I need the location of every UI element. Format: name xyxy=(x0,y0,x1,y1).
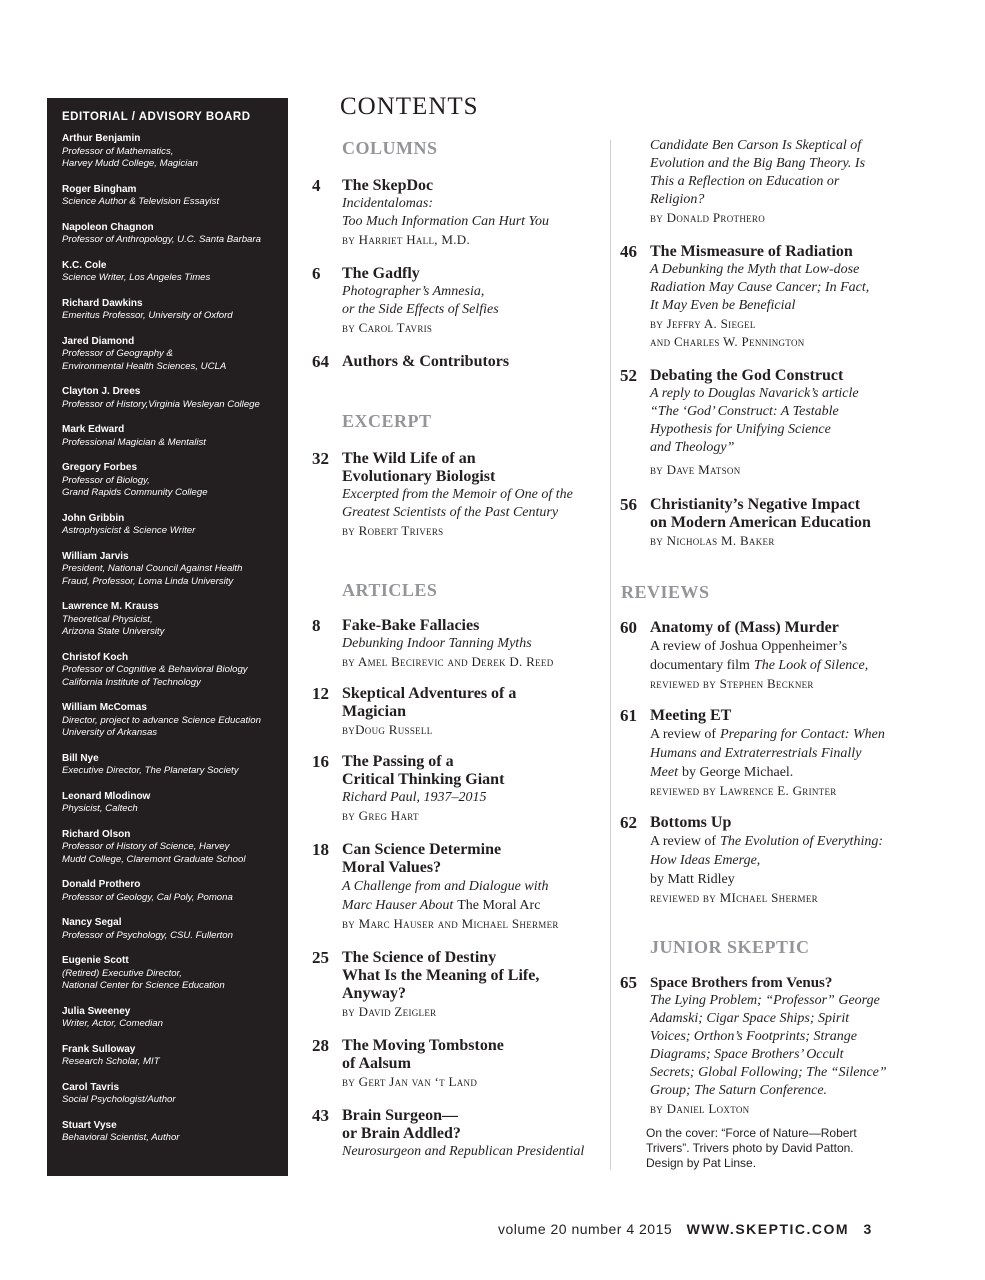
board-member xyxy=(62,1044,274,1069)
toc-entry-anatomy[interactable] xyxy=(620,619,910,693)
member-role: Astrophysicist & Science Writer xyxy=(62,525,196,536)
editorial-board-sidebar xyxy=(47,98,288,1176)
entry-author: byDoug Russell xyxy=(342,722,433,737)
page-number: 8 xyxy=(312,616,321,635)
member-role: Professor of Geography & Environmental Health Sciences, UCLA xyxy=(62,348,227,372)
board-member xyxy=(62,791,274,816)
member-role: Director, project to advance Science Education University of Arkansas xyxy=(62,714,261,738)
entry-author: by Dave Matson xyxy=(650,462,741,477)
member-role: Science Author & Television Essayist xyxy=(62,196,220,207)
section-junior-skeptic: JUNIOR SKEPTIC xyxy=(650,937,810,957)
entry-author: by Daniel Loxton xyxy=(650,1101,750,1116)
toc-entry-bottoms-up[interactable] xyxy=(620,814,910,907)
board-member xyxy=(62,879,274,904)
issue-info: volume 20 number 4 2015 xyxy=(498,1221,673,1237)
entry-title: The Moving Tombstone of Aalsum xyxy=(342,1037,504,1072)
member-name: William Jarvis xyxy=(62,550,129,562)
member-name: Eugenie Scott xyxy=(62,955,129,966)
board-member xyxy=(62,917,274,942)
member-name: Frank Sulloway xyxy=(62,1043,136,1055)
entry-description: A review of xyxy=(650,727,717,742)
cover-note: On the cover: “Force of Nature—Robert Trivers”. Trivers photo by David Patton. Design by Pat Linse. xyxy=(646,1126,857,1170)
member-name: Lawrence M. Krauss xyxy=(62,601,159,612)
entry-title: Can Science Determine Moral Values? xyxy=(342,841,502,876)
board-member xyxy=(62,829,274,867)
member-name: Richard Olson xyxy=(62,828,131,840)
toc-entry-authors[interactable] xyxy=(312,353,597,371)
toc-entry-fake-bake[interactable] xyxy=(312,617,597,671)
page-number: 12 xyxy=(312,684,329,703)
book-title: Preparing for Contact: When Humans and Extraterrestrials Finally Meet xyxy=(650,727,885,780)
book-title: The Evolution of Everything: How Ideas Emerge xyxy=(650,834,884,868)
board-member xyxy=(62,955,274,993)
page-number: 18 xyxy=(312,840,329,859)
entry-author: by Amel Becirevic and Derek D. Reed xyxy=(342,654,554,669)
entry-author: reviewed by Stephen Beckner xyxy=(650,676,814,691)
entry-description: A review of Joshua Oppenheimer’s documentary film xyxy=(650,639,848,673)
member-role: Professional Magician & Mentalist xyxy=(62,436,206,448)
member-name: K.C. Cole xyxy=(62,259,107,271)
board-member xyxy=(62,1006,274,1031)
member-role: Professor of History,Virginia Wesleyan College xyxy=(62,398,260,410)
member-role: Professor of Biology, Grand Rapids Community College xyxy=(62,474,208,498)
member-role: Writer, Actor, Comedian xyxy=(62,1018,163,1029)
board-member xyxy=(62,702,274,740)
entry-title: Brain Surgeon— or Brain Addled? xyxy=(342,1107,461,1142)
entry-author: reviewed by Lawrence E. Grinter xyxy=(650,783,837,798)
member-name: Carol Tavris xyxy=(62,1081,120,1093)
member-role: Professor of Cognitive & Behavioral Biology California Institute of Technology xyxy=(62,664,248,688)
entry-description: Excerpted from the Memoir of One of the Greatest Scientists of the Past Century xyxy=(342,487,573,520)
entry-description: The Lying Problem; “Professor” George Adamski; Cigar Space Ships; Spirit Voices; Orthon’s Footprints; Strange Diagrams; Space Brothers’ Occult Secrets; Global Following; The “Silence” Group; The Saturn Conference. xyxy=(650,993,887,1098)
page-title: CONTENTS xyxy=(340,93,479,120)
member-role: Professor of Geology, Cal Poly, Pomona xyxy=(62,891,233,903)
entry-description: A Debunking the Myth that Low-dose Radiation May Cause Cancer; In Fact, It May Even be Beneficial xyxy=(650,262,870,313)
board-member xyxy=(62,336,274,374)
entry-author: by Greg Hart xyxy=(342,808,419,823)
member-role: (Retired) Executive Director, National Center for Science Education xyxy=(62,967,225,991)
entry-title: Christianity’s Negative Impact on Modern American Education xyxy=(650,496,871,531)
entry-title: Space Brothers from Venus? xyxy=(650,975,833,991)
entry-author: by Donald Prothero xyxy=(650,210,766,225)
page-number: 61 xyxy=(620,706,637,725)
board-member xyxy=(62,652,274,690)
entry-title: The Science of Destiny What Is the Meaning of Life, Anyway? xyxy=(342,949,540,1002)
toc-entry-moral-values[interactable] xyxy=(312,841,597,933)
member-name: Roger Bingham xyxy=(62,183,137,195)
entry-title: Fake-Bake Fallacies xyxy=(342,617,480,634)
entry-description: A Challenge from and Dialogue with Marc Hauser About xyxy=(342,879,549,913)
board-member xyxy=(62,386,274,411)
member-role: President, National Council Against Health Fraud, Professor, Loma Linda University xyxy=(62,563,243,587)
section-excerpt: EXCERPT xyxy=(342,411,432,431)
entry-description: Debunking Indoor Tanning Myths xyxy=(342,636,532,651)
member-name: Jared Diamond xyxy=(62,335,135,347)
entry-title: The Mismeasure of Radiation xyxy=(650,243,853,260)
board-member xyxy=(62,424,274,449)
entry-title: The Passing of a Critical Thinking Giant xyxy=(342,753,505,788)
page-number: 6 xyxy=(312,264,321,283)
member-role: Physicist, Caltech xyxy=(62,803,138,814)
entry-description: Candidate Ben Carson Is Skeptical of Evolution and the Big Bang Theory. Is This a Reflection on Education or Religion? xyxy=(650,138,866,207)
toc-entry-meeting-et[interactable] xyxy=(620,707,910,800)
contents-column-left xyxy=(312,138,597,1161)
entry-author: by Jeffry A. Siegel and Charles W. Pennington xyxy=(650,316,805,349)
member-name: Christof Koch xyxy=(62,651,129,663)
member-role: Professor of Anthropology, U.C. Santa Barbara xyxy=(62,234,261,245)
member-role: Social Psychologist/Author xyxy=(62,1094,176,1105)
toc-entry-brain-surgeon[interactable] xyxy=(312,1107,597,1161)
entry-description: Photographer’s Amnesia, or the Side Effects of Selfies xyxy=(342,284,499,317)
member-name: William McComas xyxy=(62,702,147,713)
member-name: Julia Sweeney xyxy=(62,1005,131,1017)
page-number: 32 xyxy=(312,449,329,468)
toc-entry-magician[interactable] xyxy=(312,685,597,739)
column-divider xyxy=(610,140,611,1170)
member-role: Professor of Psychology, CSU. Fullerton xyxy=(62,929,233,941)
entry-description: Incidentalomas: Too Much Information Can Hurt You xyxy=(342,196,550,229)
entry-author: by Nicholas M. Baker xyxy=(650,533,775,548)
contents-column-right xyxy=(620,137,910,1118)
section-reviews: REVIEWS xyxy=(621,582,710,602)
toc-entry-space-brothers[interactable] xyxy=(620,974,910,1118)
section-columns: COLUMNS xyxy=(342,138,438,158)
member-role: Theoretical Physicist, Arizona State University xyxy=(62,613,165,637)
toc-entry-god-construct[interactable] xyxy=(620,367,910,479)
member-role: Professor of History of Science, Harvey Mudd College, Claremont Graduate School xyxy=(62,841,246,865)
page-number: 16 xyxy=(312,752,329,771)
member-name: Clayton J. Drees xyxy=(62,386,141,397)
entry-author: by Robert Trivers xyxy=(342,523,444,538)
toc-entry-radiation[interactable] xyxy=(620,243,910,351)
member-role: Executive Director, The Planetary Society xyxy=(62,765,239,776)
entry-description: Richard Paul, 1937–2015 xyxy=(342,790,487,805)
entry-title: Anatomy of (Mass) Murder xyxy=(650,619,839,636)
page-footer xyxy=(498,1221,872,1237)
member-name: John Gribbin xyxy=(62,512,125,524)
toc-entry-skepdoc[interactable] xyxy=(312,177,597,249)
entry-description: A reply to Douglas Navarick’s article “The ‘God’ Construct: A Testable Hypothesis for Unifying Science and Theology” xyxy=(650,386,859,455)
entry-author: by Marc Hauser and Michael Shermer xyxy=(342,916,559,931)
entry-title: The Gadfly xyxy=(342,265,420,282)
board-member xyxy=(62,298,274,323)
page-number: 28 xyxy=(312,1036,329,1055)
toc-entry-wild-life[interactable] xyxy=(312,450,597,540)
page-number: 64 xyxy=(312,352,329,371)
page-number: 46 xyxy=(620,242,637,261)
entry-title: Meeting ET xyxy=(650,707,732,724)
board-member xyxy=(62,551,274,589)
entry-title: The Wild Life of an Evolutionary Biologist xyxy=(342,450,496,485)
board-member xyxy=(62,184,274,209)
member-name: Nancy Segal xyxy=(62,917,122,928)
member-name: Donald Prothero xyxy=(62,879,141,890)
page-number: 43 xyxy=(312,1106,329,1125)
board-member xyxy=(62,1120,274,1145)
board-member xyxy=(62,222,274,247)
toc-entry-tombstone[interactable] xyxy=(312,1037,597,1091)
board-member xyxy=(62,601,274,639)
entry-description: Neurosurgeon and Republican Presidential xyxy=(342,1144,585,1159)
entry-description: A review of xyxy=(650,834,717,849)
toc-entry-christianity[interactable] xyxy=(620,496,910,550)
toc-entry-gadfly[interactable] xyxy=(312,265,597,337)
entry-title: Skeptical Adventures of a Magician xyxy=(342,685,517,720)
member-role: Professor of Mathematics, Harvey Mudd College, Magician xyxy=(62,145,198,169)
member-name: Richard Dawkins xyxy=(62,297,143,309)
board-member xyxy=(62,462,274,500)
entry-author: by David Zeigler xyxy=(342,1004,437,1019)
member-role: Behavioral Scientist, Author xyxy=(62,1132,180,1143)
member-name: Mark Edward xyxy=(62,424,125,435)
entry-title: Debating the God Construct xyxy=(650,367,844,384)
board-member xyxy=(62,260,274,285)
page-number: 62 xyxy=(620,813,637,832)
entry-author: reviewed by MIchael Shermer xyxy=(650,890,818,905)
page-number: 4 xyxy=(312,176,321,195)
member-name: Napoleon Chagnon xyxy=(62,221,154,233)
page-number: 65 xyxy=(620,973,637,992)
entry-title: Authors & Contributors xyxy=(342,353,510,370)
member-name: Bill Nye xyxy=(62,752,99,764)
member-name: Gregory Forbes xyxy=(62,462,138,473)
toc-entry-destiny[interactable] xyxy=(312,949,597,1021)
member-role: Science Writer, Los Angeles Times xyxy=(62,272,211,283)
film-title: The Look of Silence, xyxy=(753,658,869,673)
toc-entry-passing[interactable] xyxy=(312,753,597,825)
member-name: Stuart Vyse xyxy=(62,1119,117,1131)
entry-author: by Harriet Hall, M.D. xyxy=(342,232,471,247)
board-member xyxy=(62,513,274,538)
entry-author: by Gert Jan van ‘t Land xyxy=(342,1074,478,1089)
page-number: 56 xyxy=(620,495,637,514)
entry-title: The SkepDoc xyxy=(342,177,434,194)
section-articles: ARTICLES xyxy=(342,580,438,600)
sidebar-title: EDITORIAL / ADVISORY BOARD xyxy=(62,111,251,123)
book-title: The Moral Arc xyxy=(457,898,541,913)
board-member xyxy=(62,753,274,778)
board-member xyxy=(62,133,274,171)
page-number: 52 xyxy=(620,366,637,385)
toc-entry-brain-surgeon-continued[interactable] xyxy=(620,137,910,227)
page-number-footer: 3 xyxy=(863,1221,872,1237)
book-author: , by Matt Ridley xyxy=(650,853,761,887)
entry-author: by Carol Tavris xyxy=(342,320,433,335)
board-member xyxy=(62,1082,274,1107)
entry-title: Bottoms Up xyxy=(650,814,732,831)
board-member-list xyxy=(62,133,274,1145)
page-number: 60 xyxy=(620,618,637,637)
member-name: Leonard Mlodinow xyxy=(62,790,151,802)
website-link[interactable]: WWW.SKEPTIC.COM xyxy=(686,1221,850,1237)
member-role: Emeritus Professor, University of Oxford xyxy=(62,310,233,321)
book-author: by George Michael. xyxy=(681,765,794,780)
member-name: Arthur Benjamin xyxy=(62,133,141,144)
page-number: 25 xyxy=(312,948,329,967)
member-role: Research Scholar, MIT xyxy=(62,1056,160,1067)
